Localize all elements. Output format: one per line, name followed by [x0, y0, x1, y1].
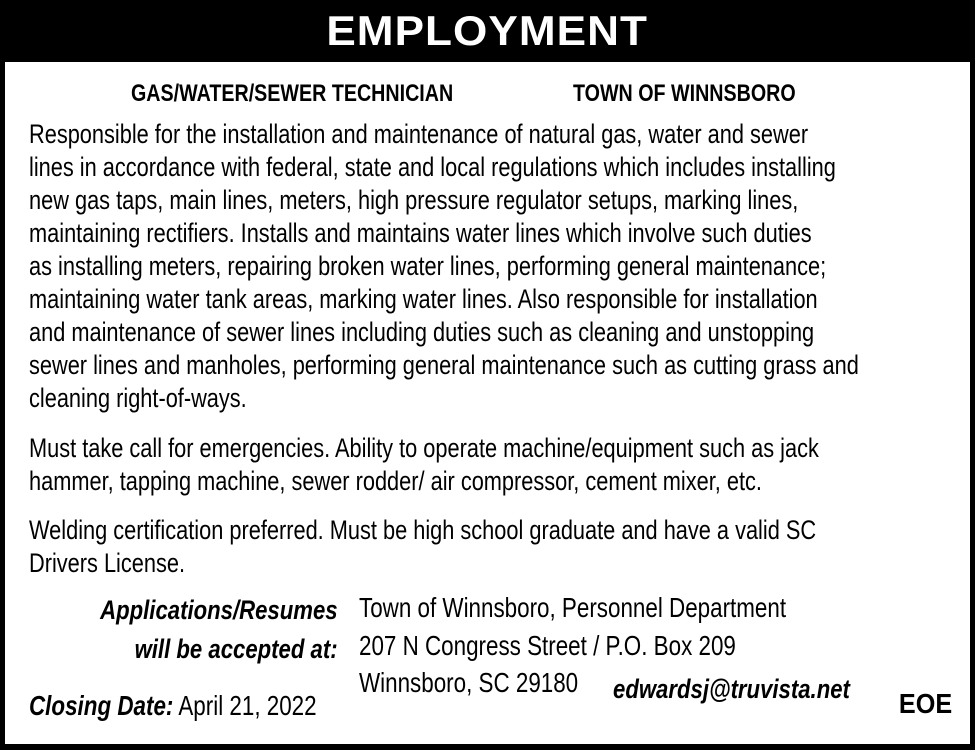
qualifications-paragraph: Welding certification preferred. Must be high school graduate and have a valid SC Drivers License. — [29, 515, 817, 578]
job-description-paragraph: Responsible for the installation and maintenance of natural gas, water and sewer lines in accordance with federal, state and local regulations which includes installing new gas taps, main lines, meters, high pressure regulator setups, marking lines, maintaining rectifiers. Installs and maintains water lines which involve such duties as installing meters, repairing broken water lines, performing general maintenance; maintaining water tank areas, marking water lines. Also responsible for installation and maintenance of sewer lines including duties such as cleaning and unstopping sewer lines and manholes, performing general maintenance such as cutting grass and cleaning right-of-ways. — [29, 119, 859, 413]
ad-banner — [0, 0, 975, 62]
applications-label: Applications/Resumes — [100, 595, 338, 625]
ad-header — [5, 80, 970, 110]
eoe-badge: EOE — [898, 688, 952, 719]
requirements-paragraph: Must take call for emergencies. Ability to operate machine/equipment such as jack hammer, tapping machine, sewer rodder/ air compressor, cement mixer, etc. — [29, 433, 819, 496]
address-department: Town of Winnsboro, Personnel Department — [359, 592, 787, 623]
ad-panel — [5, 62, 970, 744]
closing-date-value: April 21, 2022 — [178, 690, 317, 721]
job-title: GAS/WATER/SEWER TECHNICIAN — [131, 80, 454, 107]
accepted-at-label: will be accepted at: — [134, 634, 338, 664]
banner-title: EMPLOYMENT — [326, 7, 649, 54]
address-street: 207 N Congress Street / P.O. Box 209 — [359, 630, 736, 661]
contact-email[interactable]: edwardsj@truvista.net — [613, 674, 850, 704]
closing-date-label: Closing Date: — [29, 690, 174, 721]
address-city: Winnsboro, SC 29180 — [359, 667, 579, 698]
closing-date — [29, 690, 317, 722]
employer-name: TOWN OF WINNSBORO — [573, 80, 796, 107]
